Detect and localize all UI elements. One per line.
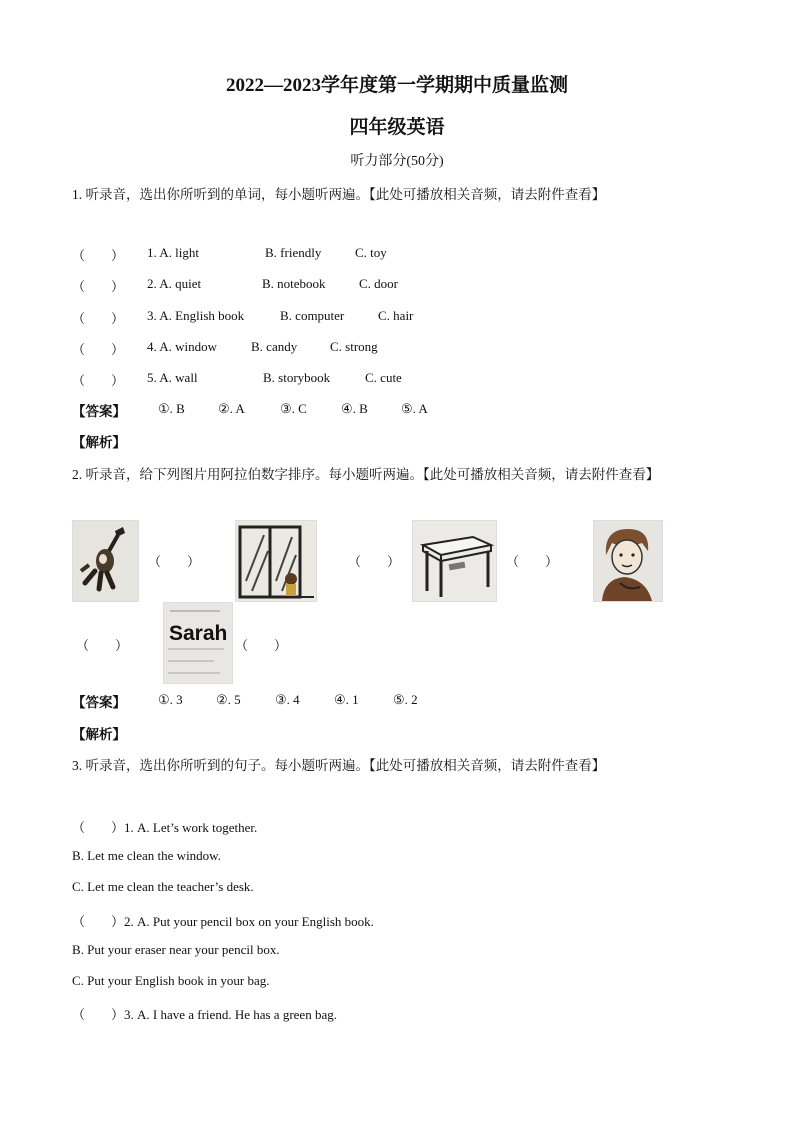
q3-instruction: 3. 听录音，选出你所听到的句子。每小题听两遍。【此处可播放相关音频，请去附件查看】	[72, 758, 606, 773]
answer-value: ④. 1	[334, 692, 359, 707]
answer-value: ③. C	[280, 401, 307, 416]
boy-icon	[594, 521, 662, 601]
answer-blank: （ ）	[506, 554, 559, 569]
page-subtitle: 四年级英语	[349, 117, 445, 138]
answer-blank: （ ）	[235, 638, 288, 653]
section-heading: 听力部分(50分)	[350, 154, 444, 169]
answer-value: ②. 5	[216, 692, 241, 707]
window-picture	[235, 520, 317, 602]
answer-blank: （ ）	[72, 342, 125, 357]
answer-value: ①. B	[158, 401, 185, 416]
analysis-label: 【解析】	[72, 727, 126, 742]
answer-blank: （ ）	[72, 248, 125, 263]
name-card-text: Sarah	[169, 622, 228, 645]
option-b: B. notebook	[262, 276, 326, 291]
q1-instruction: 1. 听录音，选出你所听到的单词，每小题听两遍。【此处可播放相关音频，请去附件查看】	[72, 187, 606, 202]
option-b: B. computer	[280, 308, 345, 323]
analysis-label: 【解析】	[72, 435, 126, 450]
answer-blank: （ ）	[72, 373, 125, 388]
answer-blank: （ ）	[72, 311, 125, 326]
q2-instruction: 2. 听录音，给下列图片用阿拉伯数字排序。每小题听两遍。【此处可播放相关音频，请去附件查看】	[72, 467, 660, 482]
option-c: C. cute	[365, 370, 402, 385]
answer-value: ②. A	[218, 401, 245, 416]
option-b: B. friendly	[265, 245, 322, 260]
q3-line: B. Put your eraser near your pencil box.	[72, 942, 280, 957]
lamp-icon	[73, 521, 138, 601]
desk-picture	[412, 520, 497, 602]
answer-blank: （ ）	[72, 279, 125, 294]
answer-value: ⑤. 2	[393, 692, 418, 707]
option-a: 2. A. quiet	[147, 276, 202, 291]
answer-blank: （ ）	[348, 554, 401, 569]
page-title: 2022—2023学年度第一学期期中质量监测	[225, 75, 568, 96]
option-a: 4. A. window	[147, 339, 218, 354]
option-b: B. storybook	[263, 370, 331, 385]
answer-blank: （ ）	[76, 638, 129, 653]
option-a: 3. A. English book	[147, 308, 245, 323]
q3-line: B. Let me clean the window.	[72, 848, 221, 863]
lamp-picture	[72, 520, 139, 602]
option-c: C. strong	[330, 339, 378, 354]
q3-line: C. Put your English book in your bag.	[72, 973, 270, 988]
answer-value: ①. 3	[158, 692, 183, 707]
boy-picture	[593, 520, 663, 602]
option-c: C. hair	[378, 308, 414, 323]
option-a: 5. A. wall	[147, 370, 198, 385]
q3-line: （ ）3. A. I have a friend. He has a green bag.	[72, 1007, 337, 1022]
q3-line: （ ）1. A. Let’s work together.	[72, 820, 258, 835]
desk-icon	[413, 521, 496, 601]
option-a: 1. A. light	[147, 245, 200, 260]
answer-label: 【答案】	[72, 404, 126, 419]
window-icon	[236, 521, 316, 601]
q3-line: C. Let me clean the teacher’s desk.	[72, 879, 254, 894]
q3-line: （ ）2. A. Put your pencil box on your English book.	[72, 914, 374, 929]
answer-value: ⑤. A	[401, 401, 428, 416]
answer-value: ③. 4	[275, 692, 300, 707]
option-b: B. candy	[251, 339, 298, 354]
option-c: C. toy	[355, 245, 387, 260]
answer-value: ④. B	[341, 401, 368, 416]
answer-label: 【答案】	[72, 695, 126, 710]
answer-blank: （ ）	[148, 554, 201, 569]
option-c: C. door	[359, 276, 398, 291]
